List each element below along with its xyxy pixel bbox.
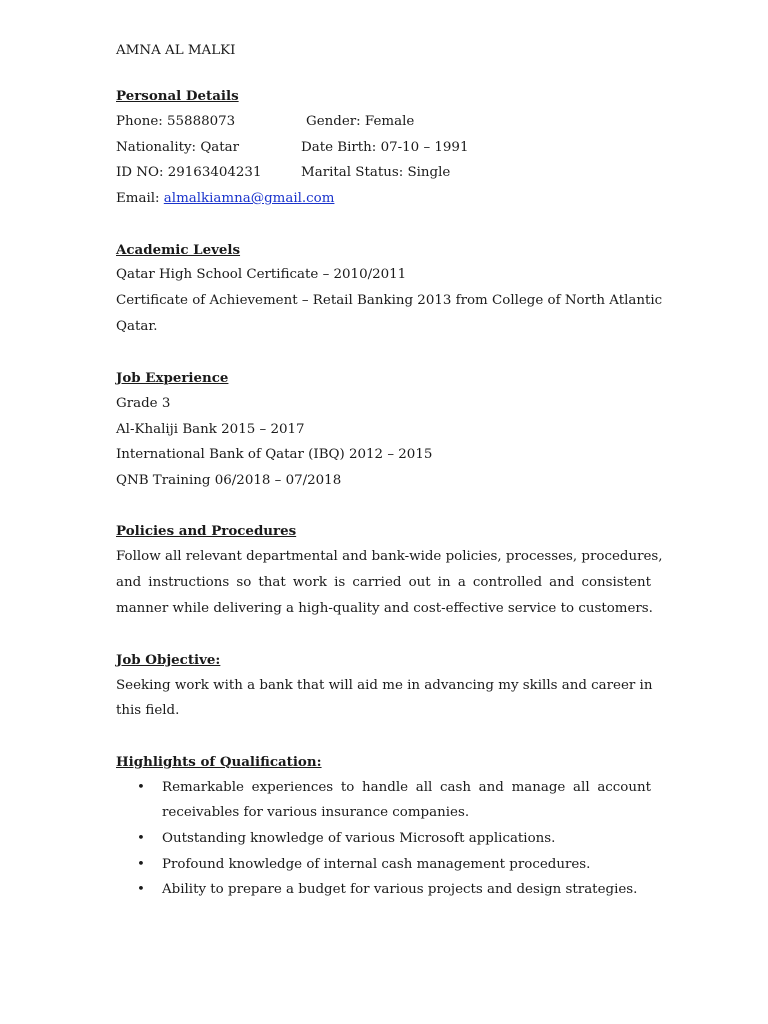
email-link[interactable]: almalkiamna@gmail.com xyxy=(163,191,335,206)
gender: Gender: Female xyxy=(306,114,415,129)
highlight-item: receivables for various insurance companies. xyxy=(162,805,470,820)
policies-line: manner while delivering a high-quality and cost-effective service to customers. xyxy=(116,601,653,616)
email-label: Email: xyxy=(116,191,164,206)
marital-status: Marital Status: Single xyxy=(301,165,451,180)
highlight-item: Ability to prepare a budget for various projects and design strategies. xyxy=(162,882,638,897)
highlight-item: Remarkable experiences to handle all cash and manage all account xyxy=(162,780,651,795)
highlight-item: Profound knowledge of internal cash management procedures. xyxy=(162,857,591,872)
email-row xyxy=(116,190,334,208)
policies-line: Follow all relevant departmental and bank-wide policies, processes, procedures, xyxy=(116,549,663,564)
experience-line: QNB Training 06/2018 – 07/2018 xyxy=(116,473,342,488)
highlight-item: Outstanding knowledge of various Microsoft applications. xyxy=(162,831,556,846)
nationality: Nationality: Qatar xyxy=(116,140,240,155)
bullet-icon: • xyxy=(137,857,145,872)
phone: Phone: 55888073 xyxy=(116,114,236,129)
academic-line: Qatar. xyxy=(116,319,158,334)
policies-line: and instructions so that work is carried out in a controlled and consistent xyxy=(116,575,651,590)
bullet-icon: • xyxy=(137,831,145,846)
academic-heading: Academic Levels xyxy=(116,242,241,258)
candidate-name: AMNA AL MALKI xyxy=(116,43,236,58)
objective-line: this field. xyxy=(116,703,180,718)
experience-line: International Bank of Qatar (IBQ) 2012 – 2015 xyxy=(116,447,433,462)
highlights-heading: Highlights of Qualification: xyxy=(116,754,322,770)
objective-heading: Job Objective: xyxy=(116,652,221,668)
personal-details-heading: Personal Details xyxy=(116,88,239,104)
id-number: ID NO: 29163404231 xyxy=(116,165,262,180)
academic-line: Certificate of Achievement – Retail Banking 2013 from College of North Atlantic xyxy=(116,293,663,308)
objective-line: Seeking work with a bank that will aid me in advancing my skills and career in xyxy=(116,678,653,693)
date-of-birth: Date Birth: 07-10 – 1991 xyxy=(301,140,469,155)
academic-line: Qatar High School Certificate – 2010/2011 xyxy=(116,267,407,282)
bullet-icon: • xyxy=(137,780,145,795)
policies-heading: Policies and Procedures xyxy=(116,523,297,539)
experience-line: Al-Khaliji Bank 2015 – 2017 xyxy=(116,422,305,437)
bullet-icon: • xyxy=(137,882,145,897)
experience-heading: Job Experience xyxy=(116,370,229,386)
experience-line: Grade 3 xyxy=(116,396,171,411)
